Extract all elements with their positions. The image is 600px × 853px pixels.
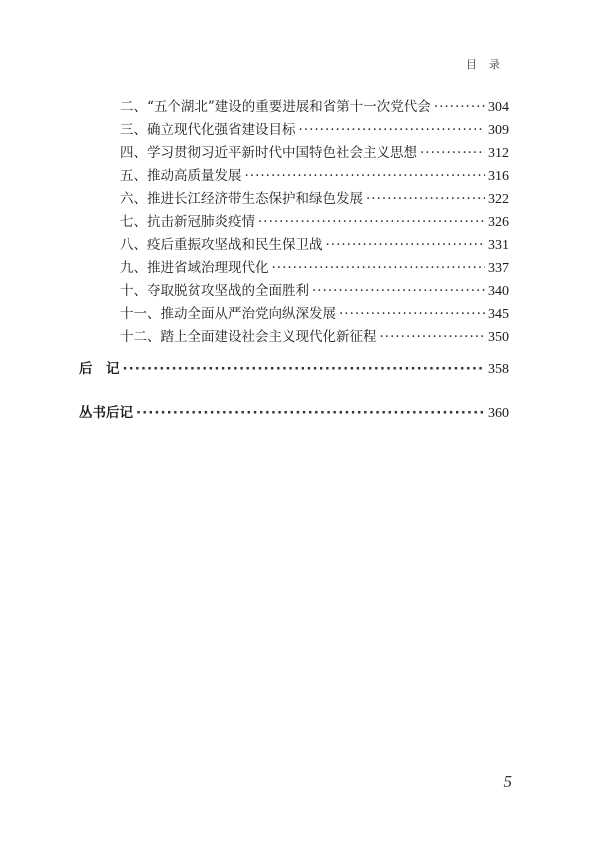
dot-leader bbox=[326, 236, 486, 254]
toc-entry-page: 345 bbox=[488, 307, 509, 322]
toc-entry[interactable] bbox=[120, 98, 509, 117]
toc-entry-label: 十、夺取脱贫攻坚战的全面胜利 bbox=[120, 283, 309, 299]
toc-entry[interactable] bbox=[120, 121, 509, 140]
toc-entry-page: 350 bbox=[488, 330, 509, 345]
toc-entry[interactable] bbox=[120, 236, 509, 255]
toc-entry-label: 十一、推动全面从严治党向纵深发展 bbox=[120, 306, 336, 322]
dot-leader bbox=[299, 121, 486, 139]
toc-entry[interactable] bbox=[120, 213, 509, 232]
toc-entry-page: 304 bbox=[488, 100, 509, 115]
dot-leader bbox=[312, 282, 485, 300]
toc-entry[interactable] bbox=[120, 282, 509, 301]
dot-leader bbox=[258, 213, 485, 231]
toc-entry[interactable] bbox=[120, 144, 509, 163]
dot-leader bbox=[245, 167, 486, 185]
toc-entry-page: 360 bbox=[488, 406, 509, 421]
toc-entry-page: 340 bbox=[488, 284, 509, 299]
toc-entry-label: 九、推进省域治理现代化 bbox=[120, 260, 269, 276]
dot-leader bbox=[366, 190, 485, 208]
toc-entry-label: 六、推进长江经济带生态保护和绿色发展 bbox=[120, 191, 363, 207]
toc-entry-label: 二、“五个湖北”建设的重要进展和省第十一次党代会 bbox=[120, 99, 431, 115]
toc-entry[interactable] bbox=[120, 190, 509, 209]
toc-entry-page: 358 bbox=[488, 362, 509, 377]
toc-entry[interactable] bbox=[120, 259, 509, 278]
toc-entry-page: 312 bbox=[488, 146, 509, 161]
toc-entry[interactable] bbox=[120, 328, 509, 347]
toc-entry-page: 322 bbox=[488, 192, 509, 207]
toc-entry-label: 十二、踏上全面建设社会主义现代化新征程 bbox=[120, 329, 377, 345]
toc-entry-label: 后 记 bbox=[79, 361, 120, 377]
toc-entry[interactable] bbox=[120, 305, 509, 324]
toc-entry-page: 316 bbox=[488, 169, 509, 184]
toc-entry-label: 四、学习贯彻习近平新时代中国特色社会主义思想 bbox=[120, 145, 417, 161]
toc-entry-label: 丛书后记 bbox=[79, 405, 133, 421]
toc-major-entry[interactable] bbox=[79, 360, 509, 379]
toc-entry-label: 三、确立现代化强省建设目标 bbox=[120, 122, 296, 138]
toc-entry-page: 326 bbox=[488, 215, 509, 230]
running-head: 目录 bbox=[466, 58, 512, 71]
toc-entry-page: 337 bbox=[488, 261, 509, 276]
dot-leader bbox=[434, 98, 485, 116]
toc-entry-page: 309 bbox=[488, 123, 509, 138]
toc-entry-label: 七、抗击新冠肺炎疫情 bbox=[120, 214, 255, 230]
dot-leader bbox=[420, 144, 485, 162]
dot-leader bbox=[380, 328, 486, 346]
dot-leader bbox=[272, 259, 486, 277]
toc-entry-label: 五、推动高质量发展 bbox=[120, 168, 242, 184]
toc-entry-label: 八、疫后重振攻坚战和民生保卫战 bbox=[120, 237, 323, 253]
toc-entry-page: 331 bbox=[488, 238, 509, 253]
page-number: 5 bbox=[503, 772, 512, 791]
dot-leader bbox=[339, 305, 485, 323]
dot-leader bbox=[136, 404, 485, 422]
toc-major-entry[interactable] bbox=[79, 404, 509, 423]
toc-entry[interactable] bbox=[120, 167, 509, 186]
dot-leader bbox=[123, 360, 486, 378]
